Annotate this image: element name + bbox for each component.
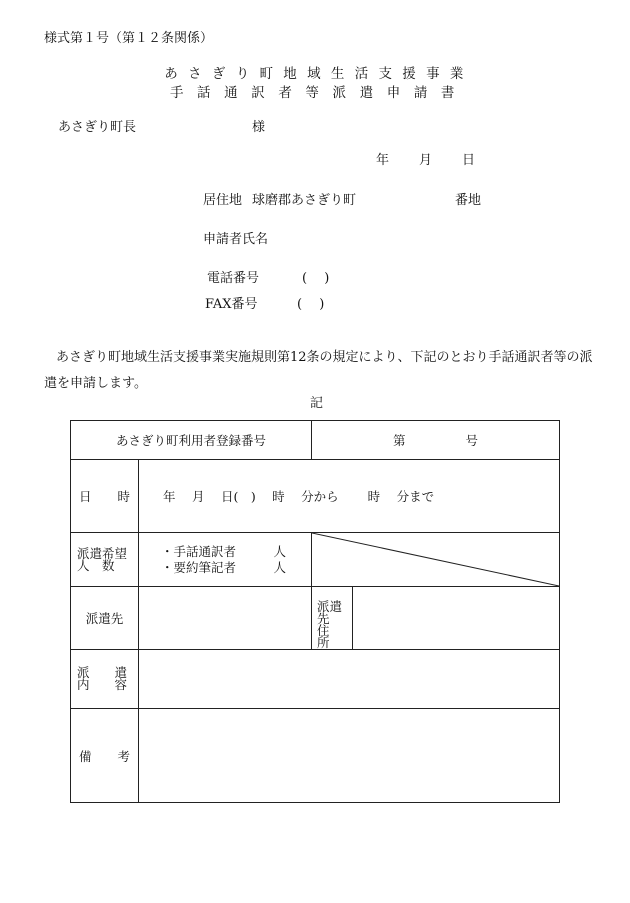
destination-row — [71, 587, 560, 650]
application-statement: あさぎり町地域生活支援事業実施規則第12条の規定により、下記のとおり手話通訳者等の派遣を申請します。 — [44, 350, 593, 391]
datetime-row — [71, 460, 560, 533]
registration-dai: 第 — [393, 433, 406, 448]
registration-go: 号 — [465, 433, 479, 448]
dispatch-people-row — [71, 533, 560, 587]
destination-value[interactable] — [139, 587, 312, 650]
residence-label: 居住地 — [203, 193, 243, 208]
remarks-row — [71, 709, 560, 803]
interpreter-count: ・手話通訳者 人 — [161, 543, 287, 559]
form-number: 様式第１号（第１２条関係） — [44, 31, 214, 46]
registration-label: あさぎり町利用者登録番号 — [71, 421, 312, 460]
remarks-value[interactable] — [139, 709, 560, 803]
applicant-name-label: 申請者氏名 — [203, 232, 269, 247]
phone-label: 電話番号 — [207, 271, 260, 286]
dispatch-people-label — [71, 533, 139, 587]
content-row — [71, 650, 560, 709]
destination-address-label-line2: 住 所 — [317, 623, 343, 650]
datetime-label-part2: 時 — [117, 489, 130, 504]
fax-paren: ( ) — [297, 297, 325, 312]
destination-address-label-line1: 派遣先 — [317, 599, 343, 626]
content-label-line1: 派 遣 — [77, 665, 128, 680]
content-label — [71, 650, 139, 709]
date-day: 日 — [462, 153, 476, 168]
destination-address-value[interactable] — [353, 587, 560, 650]
addressee: あさぎり町長 — [58, 120, 137, 135]
honorific: 様 — [252, 120, 266, 135]
destination-label: 派遣先 — [71, 587, 139, 650]
dispatch-people-label-line1: 派遣希望 — [77, 545, 128, 561]
datetime-value[interactable]: 年 月 日( ) 時 分から 時 分まで — [139, 460, 560, 533]
date-year: 年 — [376, 153, 390, 168]
datetime-label — [71, 460, 139, 533]
dispatch-people-counts[interactable] — [139, 533, 312, 587]
diagonal-cell — [312, 533, 560, 587]
remarks-label-part1: 備 — [79, 748, 92, 764]
date-line — [376, 154, 475, 167]
form-title-line2: 手話通訳者等派遣申請書 — [169, 85, 469, 101]
remarks-label — [71, 709, 139, 803]
date-month: 月 — [419, 153, 433, 168]
registration-row — [71, 421, 560, 460]
content-label-line2: 内 容 — [77, 677, 128, 692]
residence-banchi: 番地 — [455, 193, 482, 208]
phone-paren: ( ) — [302, 271, 330, 286]
diagonal-line — [312, 533, 559, 586]
destination-address-label — [312, 587, 353, 650]
fax-label: FAX番号 — [205, 297, 258, 312]
residence-value: 球磨郡あさぎり町 — [252, 193, 357, 208]
dispatch-people-label-line2: 人 数 — [77, 557, 115, 573]
application-table — [70, 420, 560, 803]
content-value[interactable] — [139, 650, 560, 709]
form-title-line1: あさぎり町地域生活支援事業 — [164, 66, 474, 82]
remarks-label-part2: 考 — [117, 748, 130, 764]
registration-number-cell[interactable] — [312, 421, 560, 460]
ki-marker: 記 — [310, 396, 324, 411]
datetime-label-part1: 日 — [79, 489, 92, 504]
summary-writer-count: ・要約筆記者 人 — [161, 559, 287, 575]
